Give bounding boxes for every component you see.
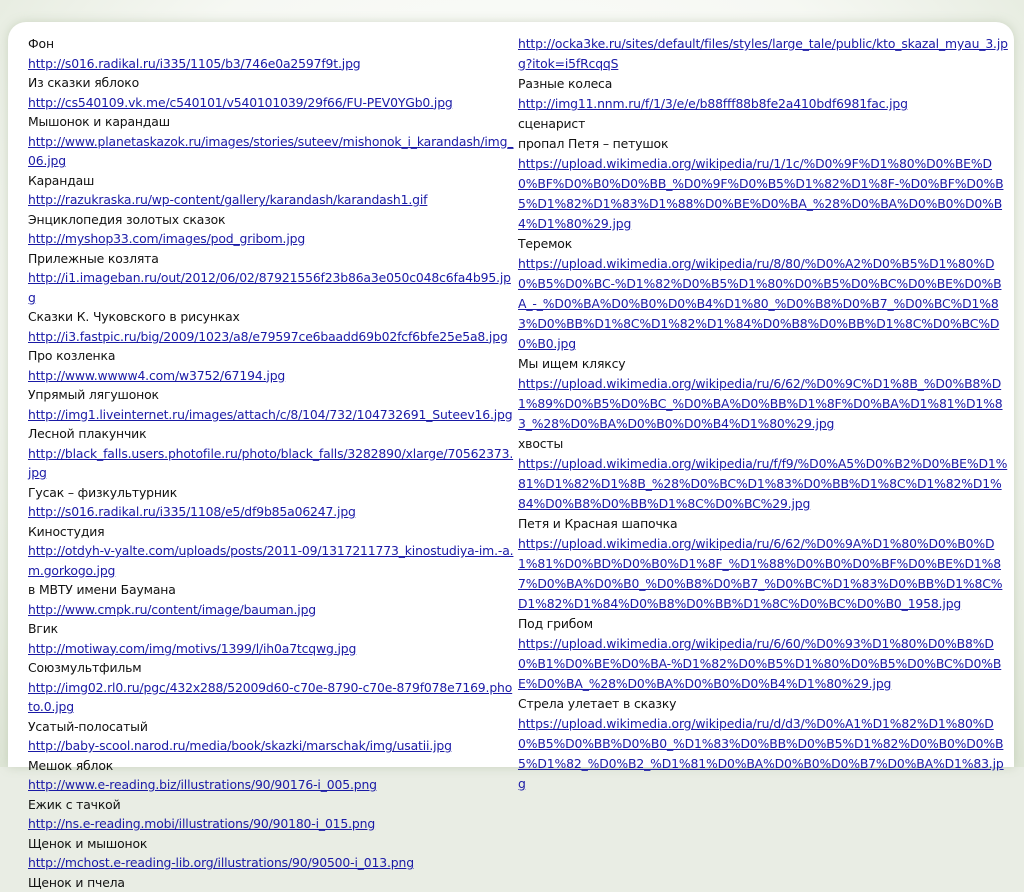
entry-link[interactable]: http://i3.fastpic.ru/big/2009/1023/a8/e79597ce6baadd69b02fcf6bfe25e5a8.jpg xyxy=(28,327,516,347)
list-item xyxy=(28,210,516,249)
entry-link[interactable]: http://www.wwww4.com/w3752/67194.jpg xyxy=(28,366,516,386)
entry-link[interactable]: http://s016.radikal.ru/i335/1108/e5/df9b85a06247.jpg xyxy=(28,502,516,522)
entry-title: Сказки К. Чуковского в рисунках xyxy=(28,307,516,327)
list-item xyxy=(28,756,516,795)
entry-title: Теремок xyxy=(518,234,1008,254)
entry-title: Мышонок и карандаш xyxy=(28,112,516,132)
entry-link[interactable]: http://mchost.e-reading-lib.org/illustrations/90/90500-i_013.png xyxy=(28,853,516,873)
entry-link[interactable]: https://upload.wikimedia.org/wikipedia/ru/1/1c/%D0%9F%D1%80%D0%BE%D0%BF%D0%B0%D0%BB_%D0%9F%D0%B5%D1%82%D1%8F-%D0%BF%D0%B5%D1%82%D1%83%D1%88%D0%BE%D0%BA_%28%D0%BA%D0%B0%D0%B4%D1%80%29.jpg xyxy=(518,154,1008,234)
entry-link[interactable]: http://img1.liveinternet.ru/images/attach/c/8/104/732/104732691_Suteev16.jpg xyxy=(28,405,516,425)
list-item xyxy=(28,522,516,581)
list-item xyxy=(518,694,1008,794)
entry-link[interactable]: http://www.cmpk.ru/content/image/bauman.jpg xyxy=(28,600,516,620)
right-column xyxy=(518,34,1008,794)
list-item xyxy=(518,34,1008,74)
list-item xyxy=(28,483,516,522)
list-item xyxy=(518,134,1008,234)
list-item xyxy=(28,385,516,424)
entry-title: Щенок и мышонок xyxy=(28,834,516,854)
entry-title: Карандаш xyxy=(28,171,516,191)
entry-title: в МВТУ имени Баумана xyxy=(28,580,516,600)
entry-title: Стрела улетает в сказку xyxy=(518,694,1008,714)
list-item xyxy=(28,346,516,385)
list-item xyxy=(28,834,516,873)
entry-title: сценарист xyxy=(518,114,1008,134)
entry-title: Усатый-полосатый xyxy=(28,717,516,737)
list-item xyxy=(28,658,516,717)
entry-link[interactable]: http://cs540109.vk.me/c540101/v540101039/29f66/FU-PEV0YGb0.jpg xyxy=(28,93,516,113)
left-column xyxy=(28,34,516,892)
entry-title: Союзмультфильм xyxy=(28,658,516,678)
entry-link[interactable]: https://upload.wikimedia.org/wikipedia/ru/f/f9/%D0%A5%D0%B2%D0%BE%D1%81%D1%82%D1%8B_%28%D0%BC%D1%83%D0%BB%D1%8C%D1%82%D1%84%D0%B8%D0%BB%D1%8C%D0%BC%29.jpg xyxy=(518,454,1008,514)
entry-title: Щенок и пчела xyxy=(28,873,516,892)
entry-link[interactable]: http://ns.e-reading.mobi/illustrations/90/90180-i_015.png xyxy=(28,814,516,834)
list-item xyxy=(28,249,516,308)
entry-link[interactable]: http://img02.rl0.ru/pgc/432x288/52009d60-c70e-8790-c70e-879f078e7169.photo.0.jpg xyxy=(28,678,516,717)
list-item xyxy=(28,34,516,73)
entry-title: Из сказки яблоко xyxy=(28,73,516,93)
entry-title: Прилежные козлята xyxy=(28,249,516,269)
entry-title: Упрямый лягушонок xyxy=(28,385,516,405)
list-item xyxy=(28,73,516,112)
entry-link[interactable]: http://i1.imageban.ru/out/2012/06/02/87921556f23b86a3e050c048c6fa4b95.jpg xyxy=(28,268,516,307)
entry-link[interactable]: https://upload.wikimedia.org/wikipedia/ru/6/62/%D0%9A%D1%80%D0%B0%D1%81%D0%BD%D0%B0%D1%8F_%D1%88%D0%B0%D0%BF%D0%BE%D1%87%D0%BA%D0%B0_%D0%B8%D0%B7_%D0%BC%D1%83%D0%BB%D1%8C%D1%82%D1%84%D0%B8%D0%BB%D1%8C%D0%BC%D0%B0_1958.jpg xyxy=(518,534,1008,614)
entry-link[interactable]: http://ocka3ke.ru/sites/default/files/styles/large_tale/public/kto_skazal_myau_3.jpg?itok=i5fRcqqS xyxy=(518,34,1008,74)
entry-link[interactable]: http://otdyh-v-yalte.com/uploads/posts/2011-09/1317211773_kinostudiya-im.-a.m.gorkogo.jpg xyxy=(28,541,516,580)
list-item xyxy=(28,580,516,619)
list-item xyxy=(518,614,1008,694)
list-item xyxy=(518,434,1008,514)
entry-title: Энциклопедия золотых сказок xyxy=(28,210,516,230)
entry-link[interactable]: http://www.planetaskazok.ru/images/stories/suteev/mishonok_i_karandash/img_06.jpg xyxy=(28,132,516,171)
entry-link[interactable]: http://www.e-reading.biz/illustrations/90/90176-i_005.png xyxy=(28,775,516,795)
list-item xyxy=(28,873,516,892)
entry-link[interactable]: https://upload.wikimedia.org/wikipedia/ru/d/d3/%D0%A1%D1%82%D1%80%D0%B5%D0%BB%D0%B0_%D1%83%D0%BB%D0%B5%D1%82%D0%B0%D0%B5%D1%82_%D0%B2_%D1%81%D0%BA%D0%B0%D0%B7%D0%BA%D1%83.jpg xyxy=(518,714,1008,794)
entry-link[interactable]: http://baby-scool.narod.ru/media/book/skazki/marschak/img/usatii.jpg xyxy=(28,736,516,756)
list-item xyxy=(28,619,516,658)
entry-link[interactable]: http://img11.nnm.ru/f/1/3/e/e/b88fff88b8fe2a410bdf6981fac.jpg xyxy=(518,94,1008,114)
entry-link[interactable]: http://myshop33.com/images/pod_gribom.jpg xyxy=(28,229,516,249)
entry-title: Разные колеса xyxy=(518,74,1008,94)
entry-title: Ежик с тачкой xyxy=(28,795,516,815)
list-item xyxy=(28,307,516,346)
entry-link[interactable]: https://upload.wikimedia.org/wikipedia/ru/6/62/%D0%9C%D1%8B_%D0%B8%D1%89%D0%B5%D0%BC_%D0%BA%D0%BB%D1%8F%D0%BA%D1%81%D1%83_%28%D0%BA%D0%B0%D0%B4%D1%80%29.jpg xyxy=(518,374,1008,434)
entry-link[interactable]: https://upload.wikimedia.org/wikipedia/ru/6/60/%D0%93%D1%80%D0%B8%D0%B1%D0%BE%D0%BA-%D1%82%D0%B5%D1%80%D0%B5%D0%BC%D0%BE%D0%BA_%28%D0%BA%D0%B0%D0%B4%D1%80%29.jpg xyxy=(518,634,1008,694)
list-item xyxy=(518,234,1008,354)
entry-title: Киностудия xyxy=(28,522,516,542)
entry-link[interactable]: http://motiway.com/img/motivs/1399/l/ih0a7tcqwg.jpg xyxy=(28,639,516,659)
list-item xyxy=(518,514,1008,614)
entry-link[interactable]: https://upload.wikimedia.org/wikipedia/ru/8/80/%D0%A2%D0%B5%D1%80%D0%B5%D0%BC-%D1%82%D0%B5%D1%80%D0%B5%D0%BC%D0%BE%D0%BA_-_%D0%BA%D0%B0%D0%B4%D1%80_%D0%B8%D0%B7_%D0%BC%D1%83%D0%BB%D1%8C%D1%82%D1%84%D0%B8%D0%BB%D1%8C%D0%BC%D0%B0.jpg xyxy=(518,254,1008,354)
list-item xyxy=(28,795,516,834)
entry-title: Фон xyxy=(28,34,516,54)
list-item xyxy=(518,114,1008,134)
entry-link[interactable]: http://razukraska.ru/wp-content/gallery/karandash/karandash1.gif xyxy=(28,190,516,210)
entry-title: Вгик xyxy=(28,619,516,639)
entry-link[interactable]: http://black_falls.users.photofile.ru/photo/black_falls/3282890/xlarge/70562373.jpg xyxy=(28,444,516,483)
list-item xyxy=(28,424,516,483)
entry-title: Петя и Красная шапочка xyxy=(518,514,1008,534)
list-item xyxy=(28,112,516,171)
list-item xyxy=(28,717,516,756)
entry-title: Мы ищем кляксу xyxy=(518,354,1008,374)
entry-title: пропал Петя – петушок xyxy=(518,134,1008,154)
entry-title: Гусак – физкультурник xyxy=(28,483,516,503)
entry-title: Про козленка xyxy=(28,346,516,366)
entry-title: Лесной плакунчик xyxy=(28,424,516,444)
list-item xyxy=(518,354,1008,434)
entry-title: Под грибом xyxy=(518,614,1008,634)
entry-title: хвосты xyxy=(518,434,1008,454)
entry-title: Мешок яблок xyxy=(28,756,516,776)
slide-content-area xyxy=(8,22,1014,767)
entry-link[interactable]: http://s016.radikal.ru/i335/1105/b3/746e0a2597f9t.jpg xyxy=(28,54,516,74)
list-item xyxy=(28,171,516,210)
list-item xyxy=(518,74,1008,114)
